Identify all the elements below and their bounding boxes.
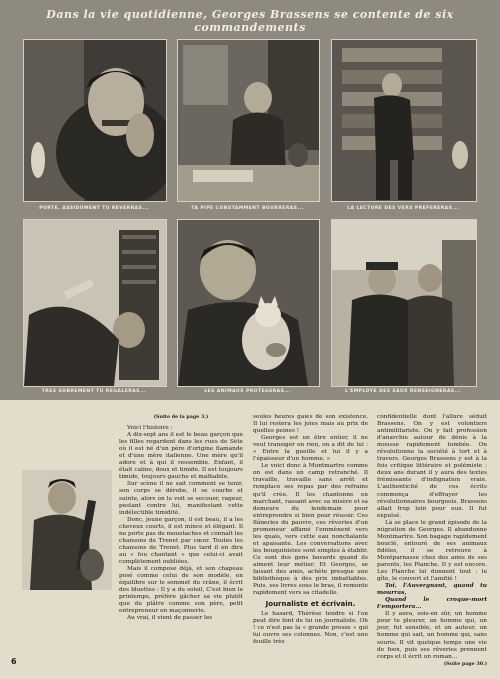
- paragraph: Voici l'histoire :: [127, 425, 173, 432]
- photo-brassens-guitar: [22, 470, 112, 590]
- paragraph: Donc, jeune garçon, il est beau, il a les cheveux courts, il est mince et élégant. Il ne porte pas de moustaches et connaît les chansons de Trenet par cœur. Toutes les chansons de Trenet. Plus tard il en dira au « fou chantant » que celui-ci avait complètement oubliées.: [119, 516, 243, 565]
- section-subheading: Journaliste et écrivain.: [265, 600, 356, 609]
- paragraph: A dix-sept ans il est le beau garçon que les filles regardent dans les rues de Sète où il est né d'un père d'origine flamande et d'une mère italienne. Une mère qu'il adore et à qui il ressemble. Enfant, il était calme, doux et timide. Il est toujours timide, toujours gauche et malhabile.: [119, 432, 243, 481]
- paragraph: Au vrai, il vient de passer les: [127, 615, 213, 622]
- photo-brassens-cat: [177, 219, 320, 387]
- paragraph: Sur scène il ne sait comment se tenir, son corps se dérobe, il se courbe et suinte, alors on le voit se secouer, rageur, pestant contre lui, manifestant cette indélectible timidité.: [119, 481, 243, 516]
- paragraph: seules heures gaies de son existence. Il lui restera les joies mais au prix de quelles peines !: [253, 414, 368, 435]
- article-column-1: [119, 414, 243, 622]
- caption-3: LA LECTURE DES VERS PREFERERAS...: [347, 206, 459, 211]
- paragraph: Georges est un être entier, il ne veut transiger en rien, on a dit de lui : « Entre la gueille et lui il y a l'épaisseur d'un homme. »: [253, 435, 368, 463]
- caption-6: L'EMPLOYE DES EAUX RENSEIGNERAS...: [345, 389, 461, 394]
- paragraph: Le hasard, Thérèse tendre si l'on peut dire font de lui un journaliste. Oh ! ce n'est pas la « grande presse » qui lui ouvre ses colonnes. Non, c'est une feuille très: [253, 611, 368, 646]
- photo-brassens-bookshelf: [331, 39, 477, 202]
- paragraph: Le voici donc à Montmartre comme on est dans un camp retranché. Il travaille, travaille sans arrêt et remplace ses repas par des refrains qu'il crée. Il les chantonne en marchant, rassant avec sa misère et sa demeure du lendemain pour entreprendre si bien pour réussir. Ces flâneries du pauvre, ces rêveries d'un promeneur affamé l'emmènent vers les quais, vers cette eau nonchalante et apaisante. Les conversations avec les bouquinistes sont simples à établir. Ce sont des gens bavards quand ils aiment leur métier. Et Georges, se faisant des amis, achète presque une bibliothèque à des prix imbattables. Puis, ses livres sous le bras, il remonte rapidement vers sa citadelle.: [253, 463, 368, 597]
- song-line: Toi, l'Auvergnant, quand tu mourras,: [377, 583, 487, 597]
- caption-4: TRES SOBREMENT TU REGALERAS...: [41, 389, 147, 394]
- paragraph: Il y aura, sois-en sûr, un homme pour te pleurer, un homme qui, un jour, fut sensible, et un auteur, un homme qui sait, un homme qui, sans souris. Il vit quelque temps une vie de foox, puis ses rêveries prennent corps et il écrit un roman...: [377, 611, 487, 660]
- article-column-2: [253, 414, 368, 647]
- photo-brassens-water-employee: [331, 219, 477, 387]
- headline: Dans la vie quotidienne, Georges Brassens se contente de six commandements: [46, 8, 454, 34]
- paragraph: Mais il compose déjà, et son chapeau posé comme celui de son modèle, en équilibre sur le sommet du crâne, il écrit des bluettes : Il y a du soleil, C'est bien le printemps, préfère gâcher sa vie plutôt que du plâtre comme son père, petit entrepreneur en maçonnerie.: [119, 565, 243, 615]
- photo-brassens-thinking: [23, 39, 167, 202]
- paragraph: confidentielle dont l'allure séduit Brassens. On y est volontiers antimilitariste. On y fait profession d'anarchie autour de dénis à la mousse rapidement tombée. On révolutionne la société à tort et à travers. Georges Brassens y est à la fois critique littéraire et polémiste : deux ans durant il y aura des textes frémissants d'indignation vraie. L'authenticité de ces écrits commença d'effrayer les révolutionnaires bourgeois. Brassens allait trop loin pour eux. Il fut expulsé.: [377, 414, 487, 519]
- caption-5: LES ANIMAUX PROTEGERAS...: [204, 389, 291, 394]
- photo-brassens-pipe-desk: [177, 39, 320, 202]
- page-number: 6: [11, 657, 17, 666]
- song-line: Quand le croque-mort t'emportera...: [377, 597, 487, 611]
- paragraph: Là se place le grand épisode de la migration de Georges. Il abandonne Montmartre. Son bagage rapidement bouclé, entouré de ses animaux fidèles, il se retrouve à Montparnasse chez des amis de ses parents, les Planche. Il y est encore. Les Planche lui donnent tout : le gîte, le couvert et l'amitié !: [377, 519, 487, 583]
- caption-1: PORTE, ASSIDUMENT TU REVERRAS...: [39, 206, 149, 211]
- article-column-3: [377, 414, 487, 668]
- continued-on: (Suite page 30.): [443, 660, 487, 667]
- continued-from: (Suite de la page 3.): [153, 414, 209, 420]
- caption-2: TA PIPE CONSTAMMENT BOURRERAS...: [191, 206, 304, 211]
- photo-brassens-drinking: [23, 219, 167, 387]
